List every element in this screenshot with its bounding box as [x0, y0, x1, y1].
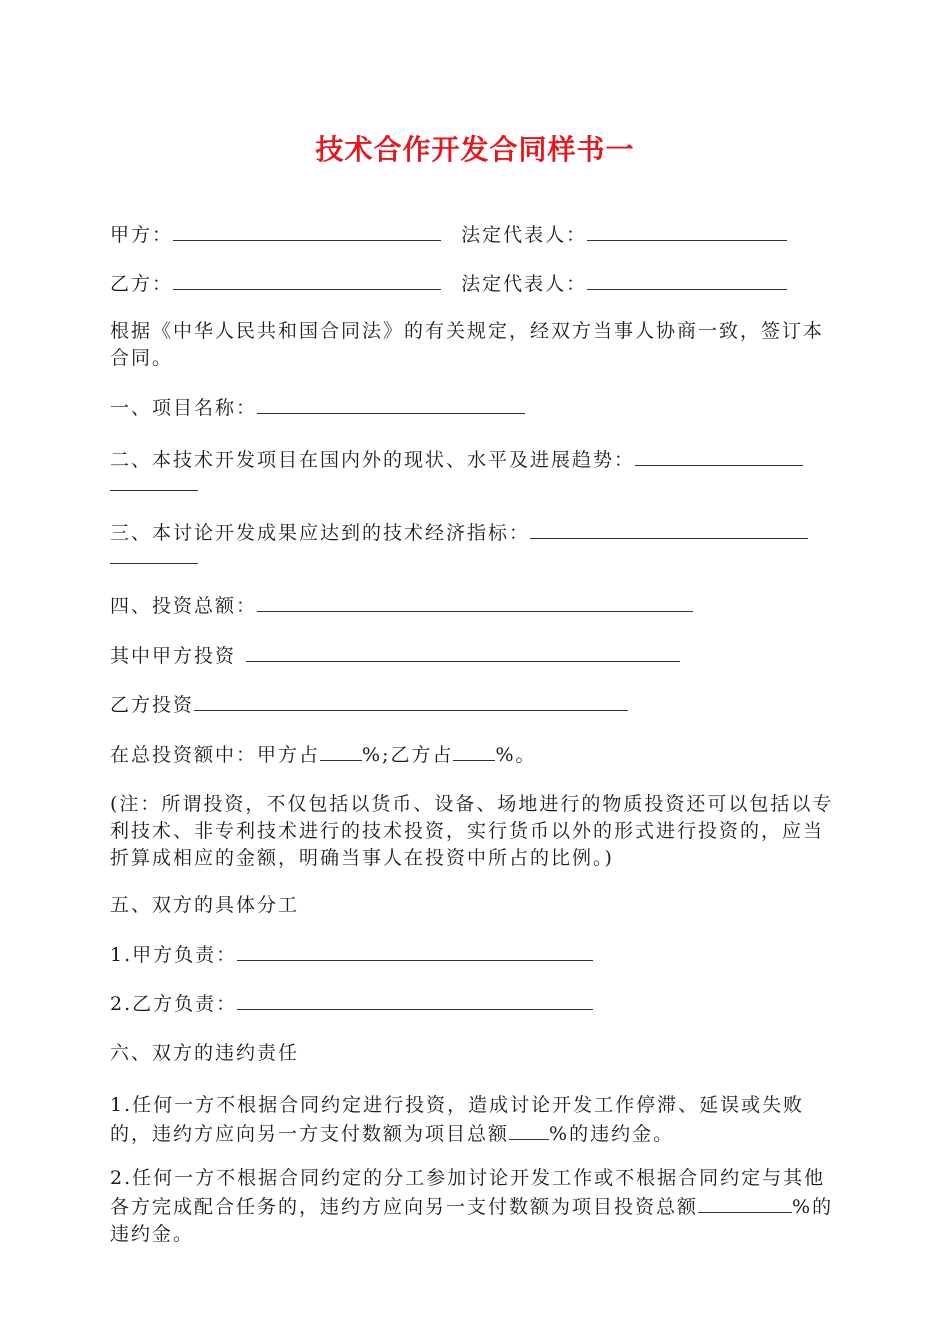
party-a-ratio-blank[interactable]: [320, 740, 362, 761]
ratio-label-2: %;乙方占: [362, 744, 454, 766]
party-b-blank[interactable]: [173, 269, 441, 290]
section-3-blank-cont[interactable]: [110, 543, 198, 564]
section-3-continuation: [110, 543, 198, 572]
breach-clause-1-text: 1.任何一方不根据合同约定进行投资，造成讨论开发工作停滞、延误或失败的，违约方应向另一方支付数额为项目总额: [110, 1094, 805, 1145]
investment-ratio-line: [110, 740, 537, 769]
section-6-heading: 六、双方的违约责任: [110, 1042, 300, 1064]
party-b-investment-blank[interactable]: [194, 690, 628, 711]
section-2-continuation: [110, 470, 198, 499]
section-3-blank[interactable]: [530, 518, 808, 539]
section-2-label: 二、本技术开发项目在国内外的现状、水平及进展趋势：: [110, 449, 636, 471]
section-2-blank-cont[interactable]: [110, 470, 198, 491]
total-investment-blank[interactable]: [257, 591, 693, 612]
party-b-investment-label: 乙方投资: [110, 694, 195, 716]
ratio-label-1: 在总投资额中：甲方占: [110, 744, 321, 766]
party-b-ratio-blank[interactable]: [453, 740, 495, 761]
party-a-duty-line: [110, 940, 593, 969]
breach-clause-2: [110, 1165, 842, 1248]
party-b-duty-blank[interactable]: [237, 989, 593, 1010]
project-name-blank[interactable]: [257, 393, 525, 414]
party-a-label: 甲方：: [110, 224, 174, 246]
section-4-line: [110, 591, 693, 620]
party-b-label: 乙方：: [110, 273, 174, 295]
party-b-legal-rep-blank[interactable]: [587, 269, 787, 290]
section-2-line: [110, 445, 803, 474]
party-a-legal-rep-label: 法定代表人：: [461, 224, 588, 246]
breach-clause-1: [110, 1092, 842, 1148]
party-b-duty-line: [110, 989, 593, 1018]
breach-clause-2-end: %的违约金。: [110, 1196, 834, 1245]
party-b-legal-rep-label: 法定代表人：: [461, 273, 588, 295]
investment-note: (注：所谓投资，不仅包括以货币、设备、场地进行的物质投资还可以包括以专利技术、非专利技术进行的技术投资，实行货币以外的形式进行投资的，应当折算成相应的金额，明确当事人在投资中所占的比例。): [110, 793, 834, 869]
party-a-investment-line: [110, 641, 680, 670]
party-a-investment-blank[interactable]: [246, 641, 680, 662]
section-1-label: 一、项目名称：: [110, 397, 258, 419]
party-a-blank[interactable]: [173, 220, 441, 241]
breach-1-percent-blank[interactable]: [509, 1119, 549, 1140]
section-5-heading: 五、双方的具体分工: [110, 894, 300, 916]
section-4-label: 四、投资总额：: [110, 595, 258, 617]
section-2-blank[interactable]: [635, 445, 803, 466]
breach-2-percent-blank-cont[interactable]: [750, 1192, 792, 1213]
party-b-investment-line: [110, 690, 628, 719]
party-a-duty-blank[interactable]: [237, 940, 593, 961]
breach-clause-1-end: %的违约金。: [549, 1123, 675, 1145]
section-3-line: [110, 518, 808, 547]
section-3-label: 三、本讨论开发成果应达到的技术经济指标：: [110, 522, 531, 544]
section-1-line: [110, 393, 525, 422]
party-a-legal-rep-blank[interactable]: [587, 220, 787, 241]
breach-2-percent-blank[interactable]: [698, 1192, 750, 1213]
party-a-duty-label: 1.甲方负责：: [110, 944, 238, 966]
party-b-line: [110, 269, 787, 298]
party-a-investment-label: 其中甲方投资: [110, 645, 237, 667]
intro-paragraph: 根据《中华人民共和国合同法》的有关规定，经双方当事人协商一致，签订本合同。: [110, 320, 825, 369]
breach-clause-2-text: 2.任何一方不根据合同约定的分工参加讨论开发工作或不根据合同约定与其他各方完成配合任务的，违约方应向另一支付数额为项目投资总额: [110, 1167, 826, 1218]
ratio-label-3: %。: [495, 744, 537, 766]
party-a-line: [110, 220, 787, 249]
party-b-duty-label: 2.乙方负责：: [110, 993, 238, 1015]
document-title: 技术合作开发合同样书一: [315, 133, 635, 166]
